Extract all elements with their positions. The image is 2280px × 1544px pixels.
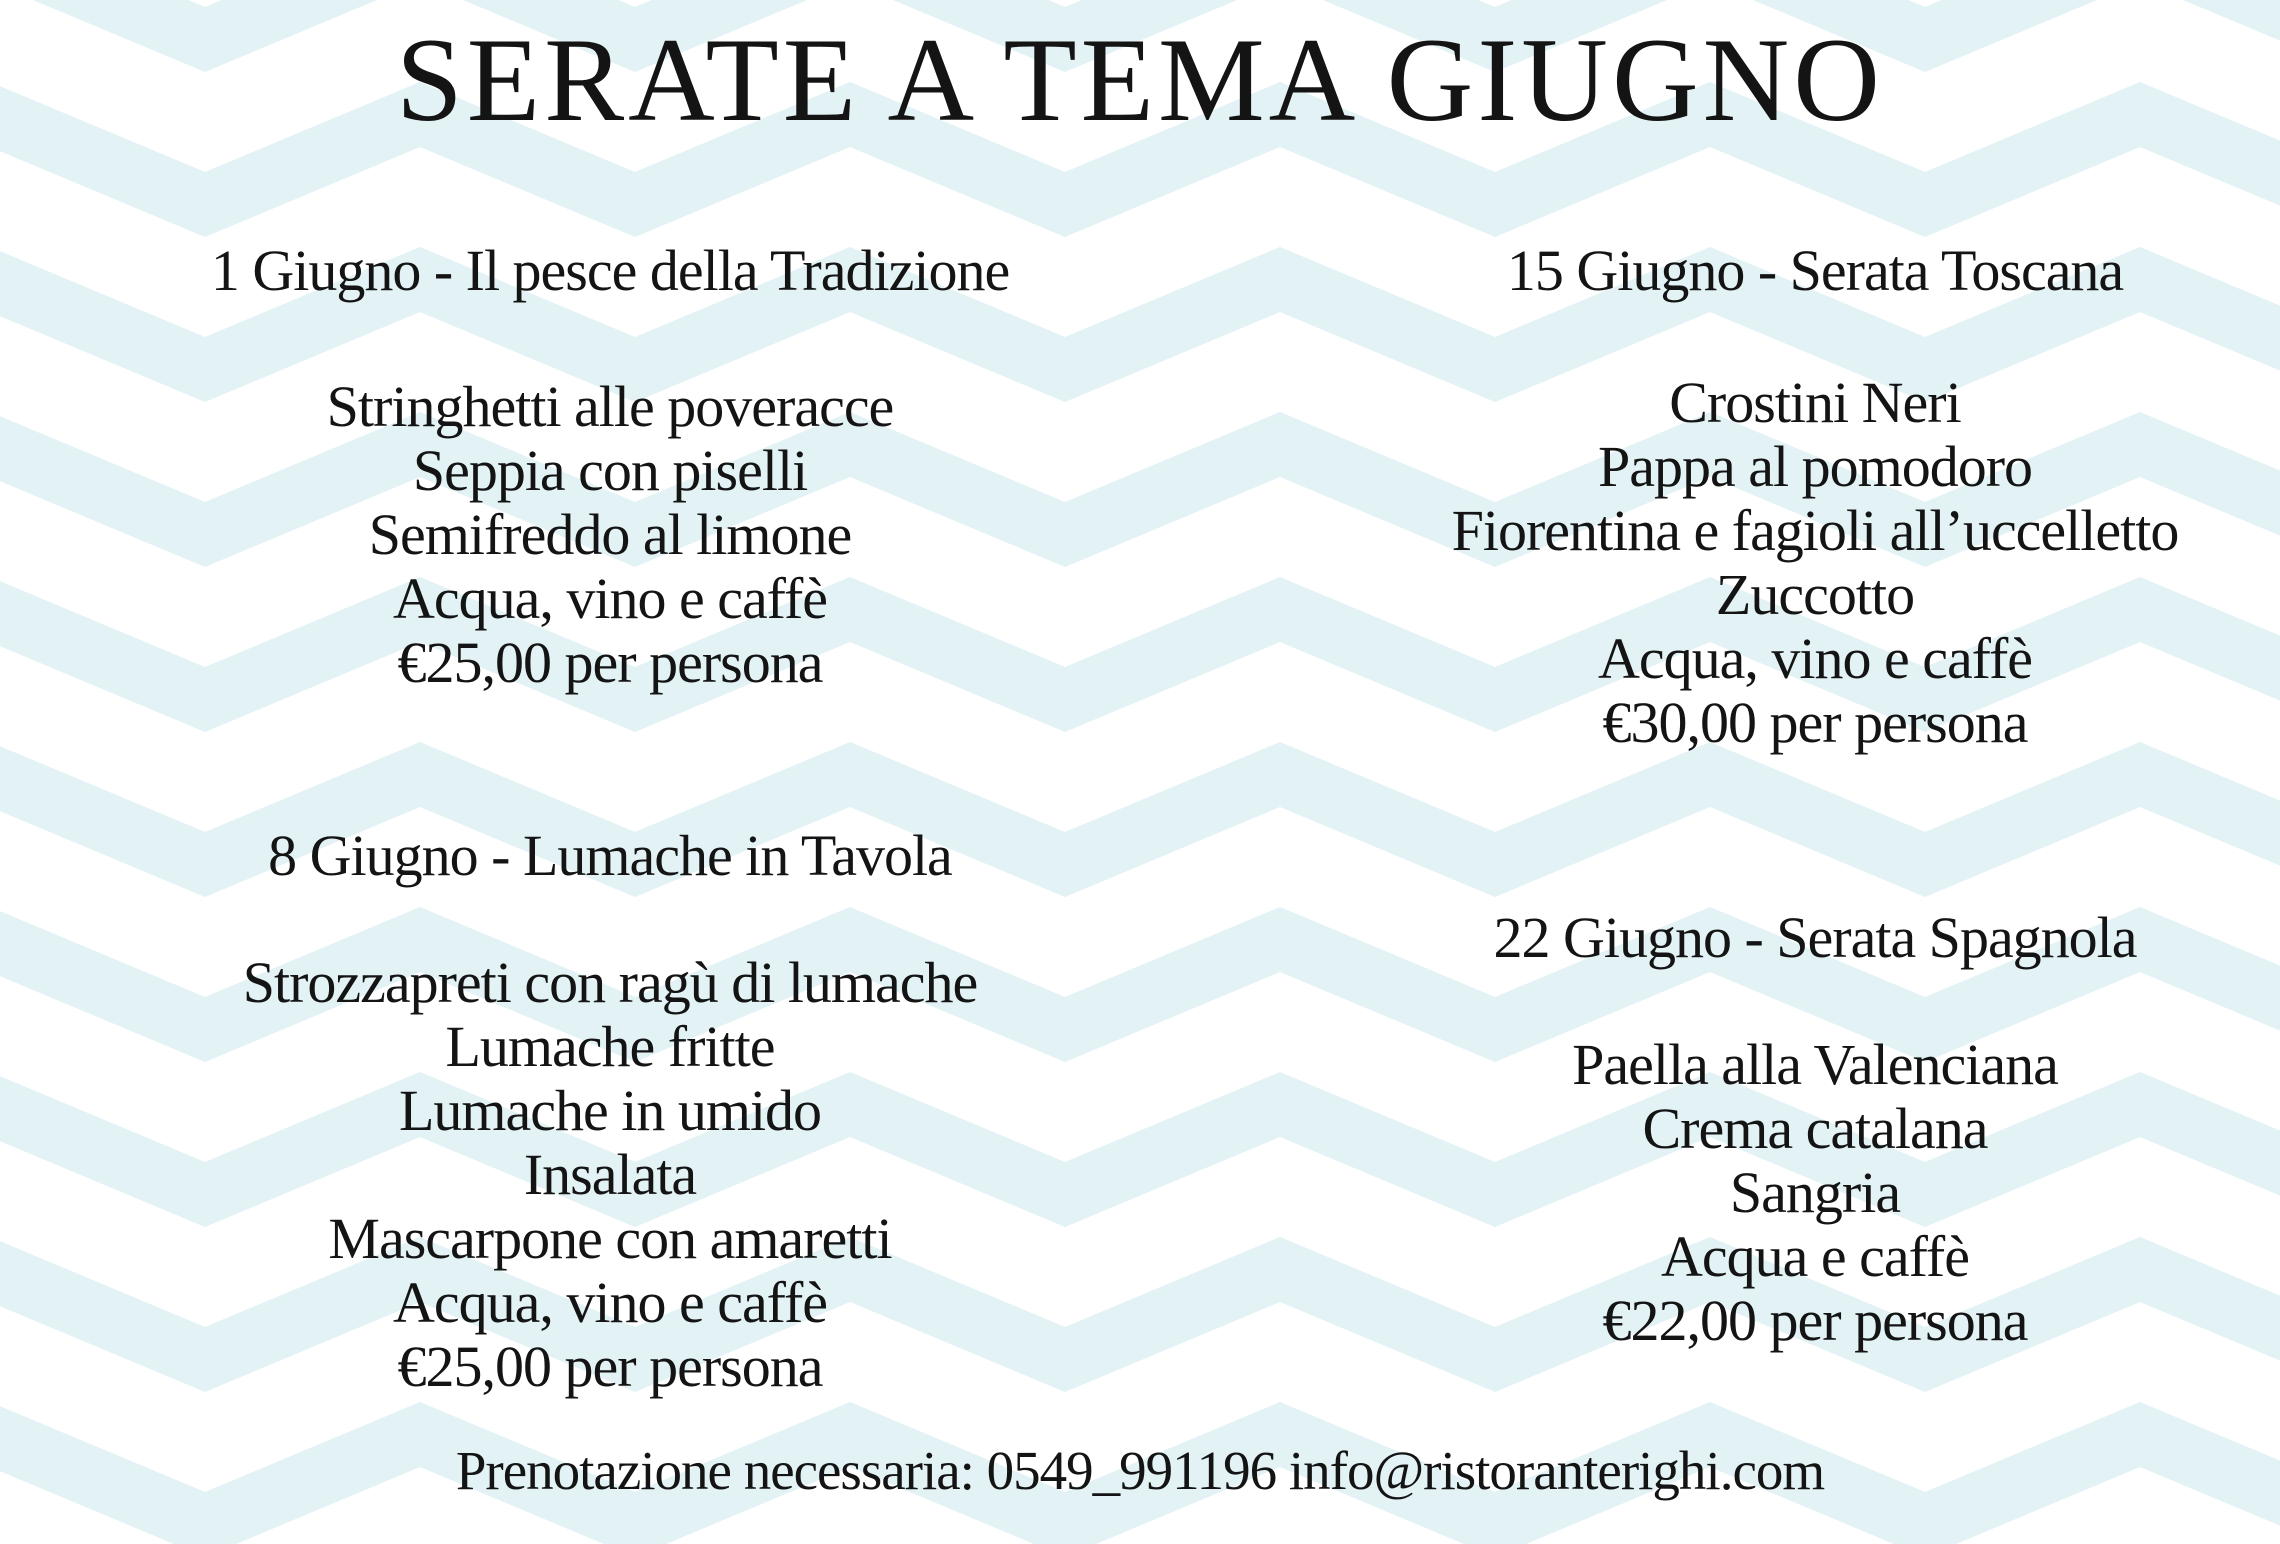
reservation-note: Prenotazione necessaria: 0549_991196 info@ristoranterighi.com xyxy=(455,1440,1825,1501)
menu-section-15-giugno xyxy=(1265,239,2280,755)
menu-section-1-giugno xyxy=(60,239,1160,695)
menu-item: Acqua, vino e caffè xyxy=(392,566,828,631)
menu-section-items xyxy=(1265,371,2280,755)
menu-item: Fiorentina e fagioli all’uccelletto xyxy=(1451,498,2179,563)
menu-section-header: 1 Giugno - Il pesce della Tradizione xyxy=(210,238,1010,303)
menu-item: Pappa al pomodoro xyxy=(1597,434,2033,499)
menu-item: Lumache fritte xyxy=(445,1014,775,1079)
menu-item-price: €22,00 per persona xyxy=(1602,1288,2028,1353)
menu-item: Lumache in umido xyxy=(398,1078,822,1143)
menu-section-items xyxy=(60,951,1160,1399)
menu-item: Sangria xyxy=(1729,1160,1901,1225)
menu-section-22-giugno xyxy=(1265,906,2280,1353)
menu-section-items xyxy=(60,375,1160,695)
menu-item-price: €30,00 per persona xyxy=(1602,690,2028,755)
menu-item: Insalata xyxy=(523,1142,697,1207)
menu-item: Seppia con piselli xyxy=(412,438,808,503)
menu-item: Acqua e caffè xyxy=(1661,1224,1969,1289)
menu-section-header: 15 Giugno - Serata Toscana xyxy=(1506,238,2124,303)
menu-item-price: €25,00 per persona xyxy=(397,630,823,695)
menu-section-header: 8 Giugno - Lumache in Tavola xyxy=(268,823,952,888)
menu-item: Paella alla Valenciana xyxy=(1572,1032,2058,1097)
menu-item: Acqua, vino e caffè xyxy=(1597,626,2033,691)
menu-section-8-giugno xyxy=(60,824,1160,1399)
menu-item: Crema catalana xyxy=(1642,1096,1988,1161)
menu-item: Crostini Neri xyxy=(1669,370,1961,435)
menu-item: Mascarpone con amaretti xyxy=(328,1206,892,1271)
menu-section-header: 22 Giugno - Serata Spagnola xyxy=(1493,905,2137,970)
menu-section-items xyxy=(1265,1033,2280,1353)
menu-item: Zuccotto xyxy=(1715,562,1915,627)
menu-item: Stringhetti alle poveracce xyxy=(326,374,894,439)
page-title: SERATE A TEMA GIUGNO xyxy=(396,13,1884,146)
menu-item-price: €25,00 per persona xyxy=(397,1334,823,1399)
menu-item: Acqua, vino e caffè xyxy=(392,1270,828,1335)
menu-item: Semifreddo al limone xyxy=(368,502,852,567)
menu-item: Strozzapreti con ragù di lumache xyxy=(242,950,978,1015)
